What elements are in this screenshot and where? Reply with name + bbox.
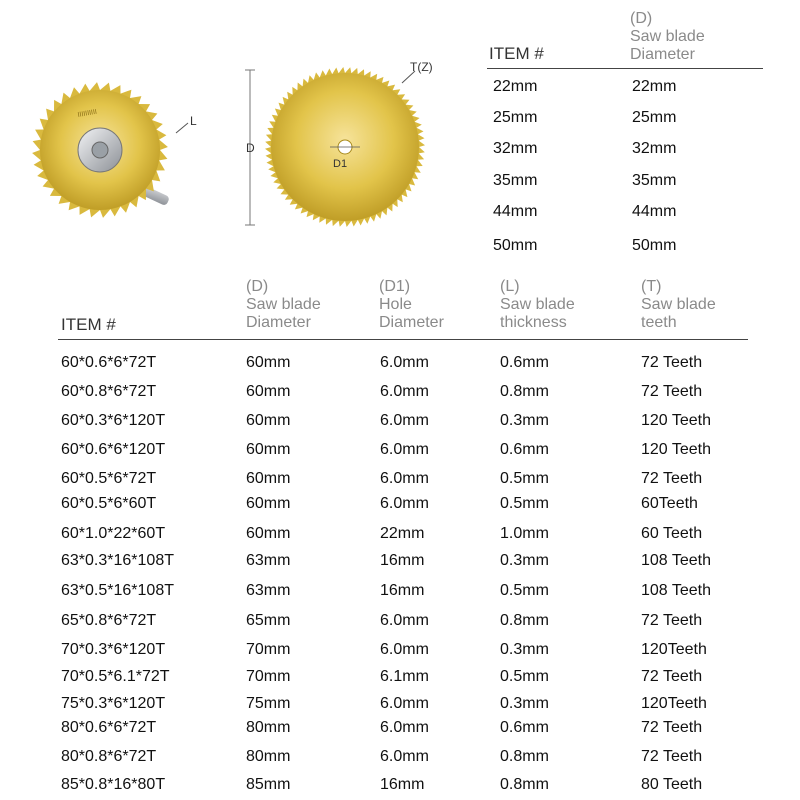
main-table-item-cell: 70*0.3*6*120T <box>61 641 166 658</box>
main-table-teeth-cell: 72 Teeth <box>641 748 703 765</box>
top-table-item-cell: 32mm <box>493 140 538 157</box>
main-table-item-cell: 63*0.3*16*108T <box>61 552 174 569</box>
top-table-diameter-cell: 50mm <box>632 237 677 254</box>
main-table-diameter-cell: 70mm <box>246 641 291 658</box>
main-table-thickness-cell: 0.6mm <box>500 354 549 371</box>
main-table-thickness-cell: 0.3mm <box>500 412 549 429</box>
main-table-diameter-cell: 80mm <box>246 748 291 765</box>
main-table-hole-cell: 6.0mm <box>380 470 429 487</box>
main-table-hole-cell: 6.0mm <box>380 719 429 736</box>
main-table-thickness-cell: 0.8mm <box>500 383 549 400</box>
main-table-diameter-cell: 60mm <box>246 495 291 512</box>
top-table-item-cell: 25mm <box>493 109 538 126</box>
main-table-teeth-cell: 60Teeth <box>641 495 698 512</box>
top-table-diameter-cell: 35mm <box>632 172 677 189</box>
main-table-item-cell: 60*0.6*6*72T <box>61 354 157 371</box>
main-table-teeth-cell: 72 Teeth <box>641 383 703 400</box>
top-table-item-header: ITEM # <box>489 44 544 63</box>
main-table-teeth-cell: 80 Teeth <box>641 776 703 793</box>
main-table-thickness-cell: 0.3mm <box>500 641 549 658</box>
top-table-diameter-cell: 25mm <box>632 109 677 126</box>
top-table-diameter-header: (D) Saw blade Diameter <box>630 10 705 63</box>
main-table-hole-cell: 6.0mm <box>380 495 429 512</box>
svg-text:IIIIIIIIII: IIIIIIIIII <box>77 108 98 119</box>
main-table-rule <box>58 339 748 340</box>
main-table-thickness-cell: 0.8mm <box>500 612 549 629</box>
main-table-diameter-cell: 63mm <box>246 552 291 569</box>
label-tz: T(Z) <box>410 60 433 74</box>
main-table-item-cell: 60*1.0*22*60T <box>61 525 166 542</box>
main-table-hole-cell: 6.0mm <box>380 441 429 458</box>
main-table-teeth-cell: 72 Teeth <box>641 612 703 629</box>
main-table-teeth-cell: 72 Teeth <box>641 719 703 736</box>
main-table-teeth-cell: 120 Teeth <box>641 441 711 458</box>
main-table-hole-cell: 6.0mm <box>380 354 429 371</box>
main-table-diameter-cell: 80mm <box>246 719 291 736</box>
main-table-teeth-cell: 108 Teeth <box>641 552 711 569</box>
main-table-hole-cell: 16mm <box>380 552 425 569</box>
main-table-thickness-cell: 0.3mm <box>500 552 549 569</box>
main-table-teeth-cell: 120 Teeth <box>641 412 711 429</box>
main-table-diameter-cell: 60mm <box>246 525 291 542</box>
main-table-diameter-cell: 75mm <box>246 695 291 712</box>
main-table-hole-cell: 6.0mm <box>380 383 429 400</box>
main-header-thickness: (L) Saw blade thickness <box>500 278 575 331</box>
main-table-hole-cell: 6.0mm <box>380 748 429 765</box>
main-table-item-cell: 60*0.3*6*120T <box>61 412 166 429</box>
main-table-diameter-cell: 60mm <box>246 354 291 371</box>
main-table-teeth-cell: 120Teeth <box>641 641 707 658</box>
main-table-hole-cell: 6.0mm <box>380 695 429 712</box>
top-table-diameter-cell: 32mm <box>632 140 677 157</box>
main-table-diameter-cell: 70mm <box>246 668 291 685</box>
thickness-marker <box>176 123 188 133</box>
main-header-teeth: (T) Saw blade teeth <box>641 278 716 331</box>
main-table-diameter-cell: 60mm <box>246 441 291 458</box>
top-table-item-cell: 35mm <box>493 172 538 189</box>
main-table-teeth-cell: 60 Teeth <box>641 525 703 542</box>
main-table-hole-cell: 22mm <box>380 525 425 542</box>
main-header-diameter: (D) Saw blade Diameter <box>246 278 321 331</box>
main-table-thickness-cell: 0.5mm <box>500 668 549 685</box>
main-table-teeth-cell: 72 Teeth <box>641 668 703 685</box>
main-table-item-cell: 85*0.8*16*80T <box>61 776 166 793</box>
main-table-hole-cell: 6.0mm <box>380 641 429 658</box>
top-table-diameter-cell: 44mm <box>632 203 677 220</box>
main-table-item-cell: 60*0.8*6*72T <box>61 383 157 400</box>
main-table-diameter-cell: 85mm <box>246 776 291 793</box>
main-table-teeth-cell: 120Teeth <box>641 695 707 712</box>
main-table-item-header: ITEM # <box>61 315 116 334</box>
main-table-thickness-cell: 1.0mm <box>500 525 549 542</box>
main-table-thickness-cell: 0.6mm <box>500 441 549 458</box>
label-d: D <box>246 141 255 155</box>
main-table-hole-cell: 6.1mm <box>380 668 429 685</box>
main-table-thickness-cell: 0.5mm <box>500 470 549 487</box>
main-table-diameter-cell: 63mm <box>246 582 291 599</box>
saw-blade-illustration <box>30 55 480 255</box>
main-table-teeth-cell: 108 Teeth <box>641 582 711 599</box>
main-table-thickness-cell: 0.5mm <box>500 495 549 512</box>
main-table-hole-cell: 6.0mm <box>380 612 429 629</box>
main-table-hole-cell: 6.0mm <box>380 412 429 429</box>
right-blade-icon <box>265 67 425 227</box>
main-header-hole: (D1) Hole Diameter <box>379 278 444 331</box>
main-table-item-cell: 80*0.8*6*72T <box>61 748 157 765</box>
main-table-item-cell: 60*0.5*6*60T <box>61 495 157 512</box>
main-table-hole-cell: 16mm <box>380 776 425 793</box>
main-table-item-cell: 60*0.5*6*72T <box>61 470 157 487</box>
main-table-hole-cell: 16mm <box>380 582 425 599</box>
main-table-item-cell: 65*0.8*6*72T <box>61 612 157 629</box>
left-blade-icon <box>32 82 170 218</box>
main-table-thickness-cell: 0.8mm <box>500 748 549 765</box>
label-l: L <box>190 114 197 128</box>
main-table-item-cell: 80*0.6*6*72T <box>61 719 157 736</box>
main-table-item-cell: 70*0.5*6.1*72T <box>61 668 170 685</box>
top-table-rule <box>487 68 763 69</box>
main-table-diameter-cell: 60mm <box>246 412 291 429</box>
top-table-item-cell: 50mm <box>493 237 538 254</box>
main-table-item-cell: 60*0.6*6*120T <box>61 441 166 458</box>
main-table-thickness-cell: 0.6mm <box>500 719 549 736</box>
main-table-teeth-cell: 72 Teeth <box>641 470 703 487</box>
main-table-thickness-cell: 0.8mm <box>500 776 549 793</box>
top-table-item-cell: 22mm <box>493 78 538 95</box>
top-table-diameter-cell: 22mm <box>632 78 677 95</box>
label-d1: D1 <box>333 158 348 170</box>
main-table-thickness-cell: 0.5mm <box>500 582 549 599</box>
top-table-item-cell: 44mm <box>493 203 538 220</box>
main-table-item-cell: 75*0.3*6*120T <box>61 695 166 712</box>
main-table-diameter-cell: 65mm <box>246 612 291 629</box>
main-table-diameter-cell: 60mm <box>246 470 291 487</box>
main-table-teeth-cell: 72 Teeth <box>641 354 703 371</box>
main-table-diameter-cell: 60mm <box>246 383 291 400</box>
main-table-thickness-cell: 0.3mm <box>500 695 549 712</box>
main-table-item-cell: 63*0.5*16*108T <box>61 582 174 599</box>
